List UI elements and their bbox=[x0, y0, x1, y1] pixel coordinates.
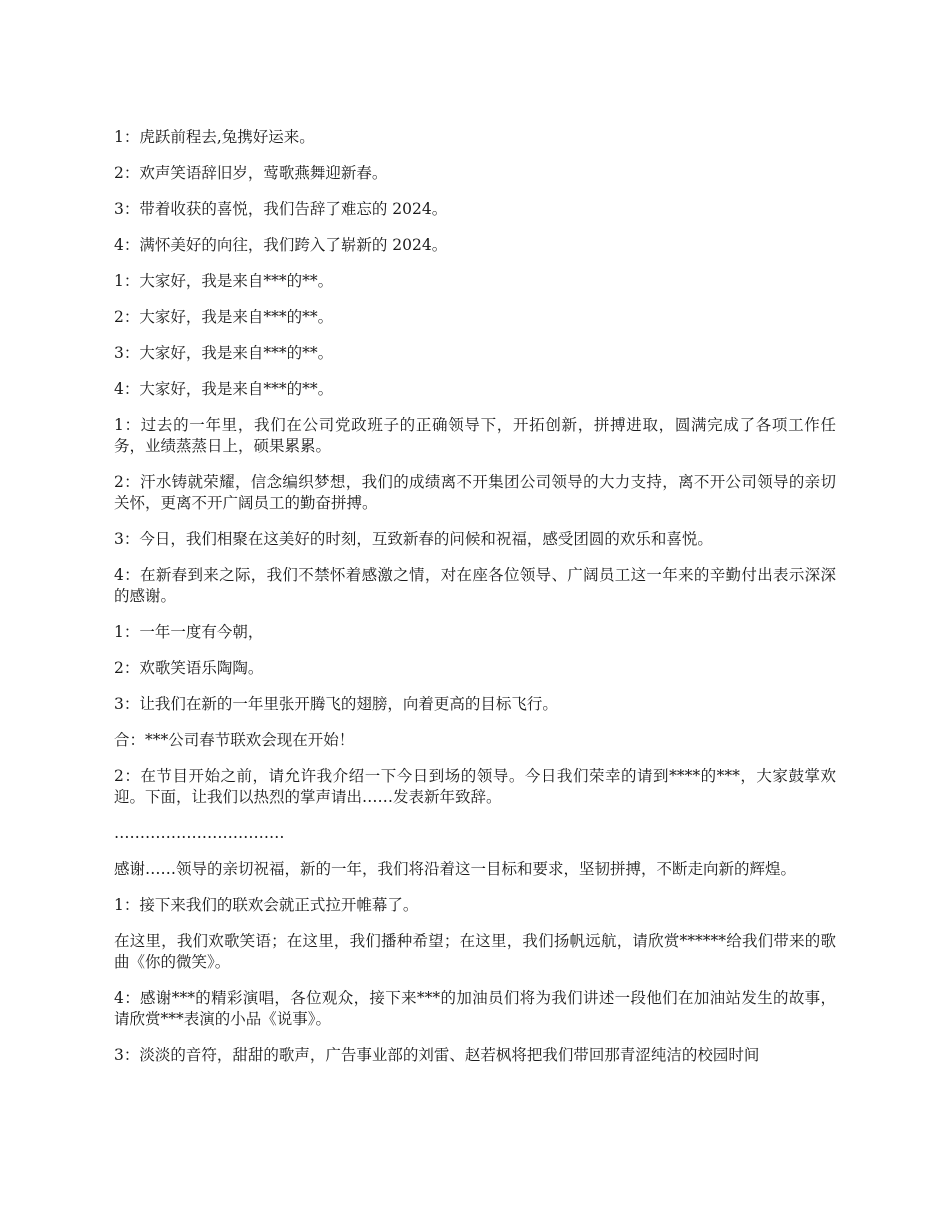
paragraph-19: 感谢……领导的亲切祝福，新的一年，我们将沿着这一目标和要求，坚韧拼搏，不断走向新的辉煌。 bbox=[114, 860, 797, 878]
paragraph-21: 在这里，我们欢歌笑语；在这里，我们播种希望；在这里，我们扬帆远航，请欣赏******给我们带来的歌曲《你的微笑》。 bbox=[114, 932, 836, 971]
paragraph-5: 1：大家好，我是来自***的**。 bbox=[114, 272, 334, 290]
paragraph-8: 4：大家好，我是来自***的**。 bbox=[114, 380, 334, 398]
paragraph-15: 3：让我们在新的一年里张开腾飞的翅膀，向着更高的目标飞行。 bbox=[114, 695, 558, 713]
paragraph-7: 3：大家好，我是来自***的**。 bbox=[114, 344, 334, 362]
paragraph-22: 4：感谢***的精彩演唱，各位观众，接下来***的加油员们将为我们讲述一段他们在加油站发生的故事，请欣赏***表演的小品《说事》。 bbox=[114, 989, 836, 1028]
paragraph-12: 4：在新春到来之际，我们不禁怀着感激之情，对在座各位领导、广阔员工这一年来的辛勤付出表示深深的感谢。 bbox=[114, 566, 836, 605]
paragraph-11: 3：今日，我们相聚在这美好的时刻，互致新春的问候和祝福，感受团圆的欢乐和喜悦。 bbox=[114, 530, 713, 548]
paragraph-13: 1：一年一度有今朝， bbox=[114, 623, 264, 641]
paragraph-3: 3：带着收获的喜悦，我们告辞了难忘的 2024。 bbox=[114, 200, 448, 218]
paragraph-20: 1：接下来我们的联欢会就正式拉开帷幕了。 bbox=[114, 896, 419, 914]
paragraph-10: 2：汗水铸就荣耀，信念编织梦想，我们的成绩离不开集团公司领导的大力支持，离不开公司领导的亲切关怀，更离不开广阔员工的勤奋拼搏。 bbox=[114, 473, 836, 512]
document-body bbox=[114, 127, 836, 1081]
paragraph-9: 1：过去的一年里，我们在公司党政班子的正确领导下，开拓创新，拼搏进取，圆满完成了各项工作任务，业绩蒸蒸日上，硕果累累。 bbox=[114, 416, 836, 455]
ellipsis-divider: …………………………… bbox=[114, 824, 285, 842]
paragraph-6: 2：大家好，我是来自***的**。 bbox=[114, 308, 334, 326]
paragraph-14: 2：欢歌笑语乐陶陶。 bbox=[114, 659, 264, 677]
paragraph-23: 3：淡淡的音符，甜甜的歌声，广告事业部的刘雷、赵若枫将把我们带回那青涩纯洁的校园时间 bbox=[114, 1046, 760, 1064]
paragraph-16: 合：***公司春节联欢会现在开始！ bbox=[114, 731, 355, 749]
paragraph-2: 2：欢声笑语辞旧岁，莺歌燕舞迎新春。 bbox=[114, 164, 388, 182]
paragraph-17: 2：在节目开始之前，请允许我介绍一下今日到场的领导。今日我们荣幸的请到****的***，大家鼓掌欢迎。下面，让我们以热烈的掌声请出……发表新年致辞。 bbox=[114, 767, 836, 806]
paragraph-4: 4：满怀美好的向往，我们跨入了崭新的 2024。 bbox=[114, 236, 448, 254]
paragraph-1: 1：虎跃前程去,兔携好运来。 bbox=[114, 128, 315, 146]
